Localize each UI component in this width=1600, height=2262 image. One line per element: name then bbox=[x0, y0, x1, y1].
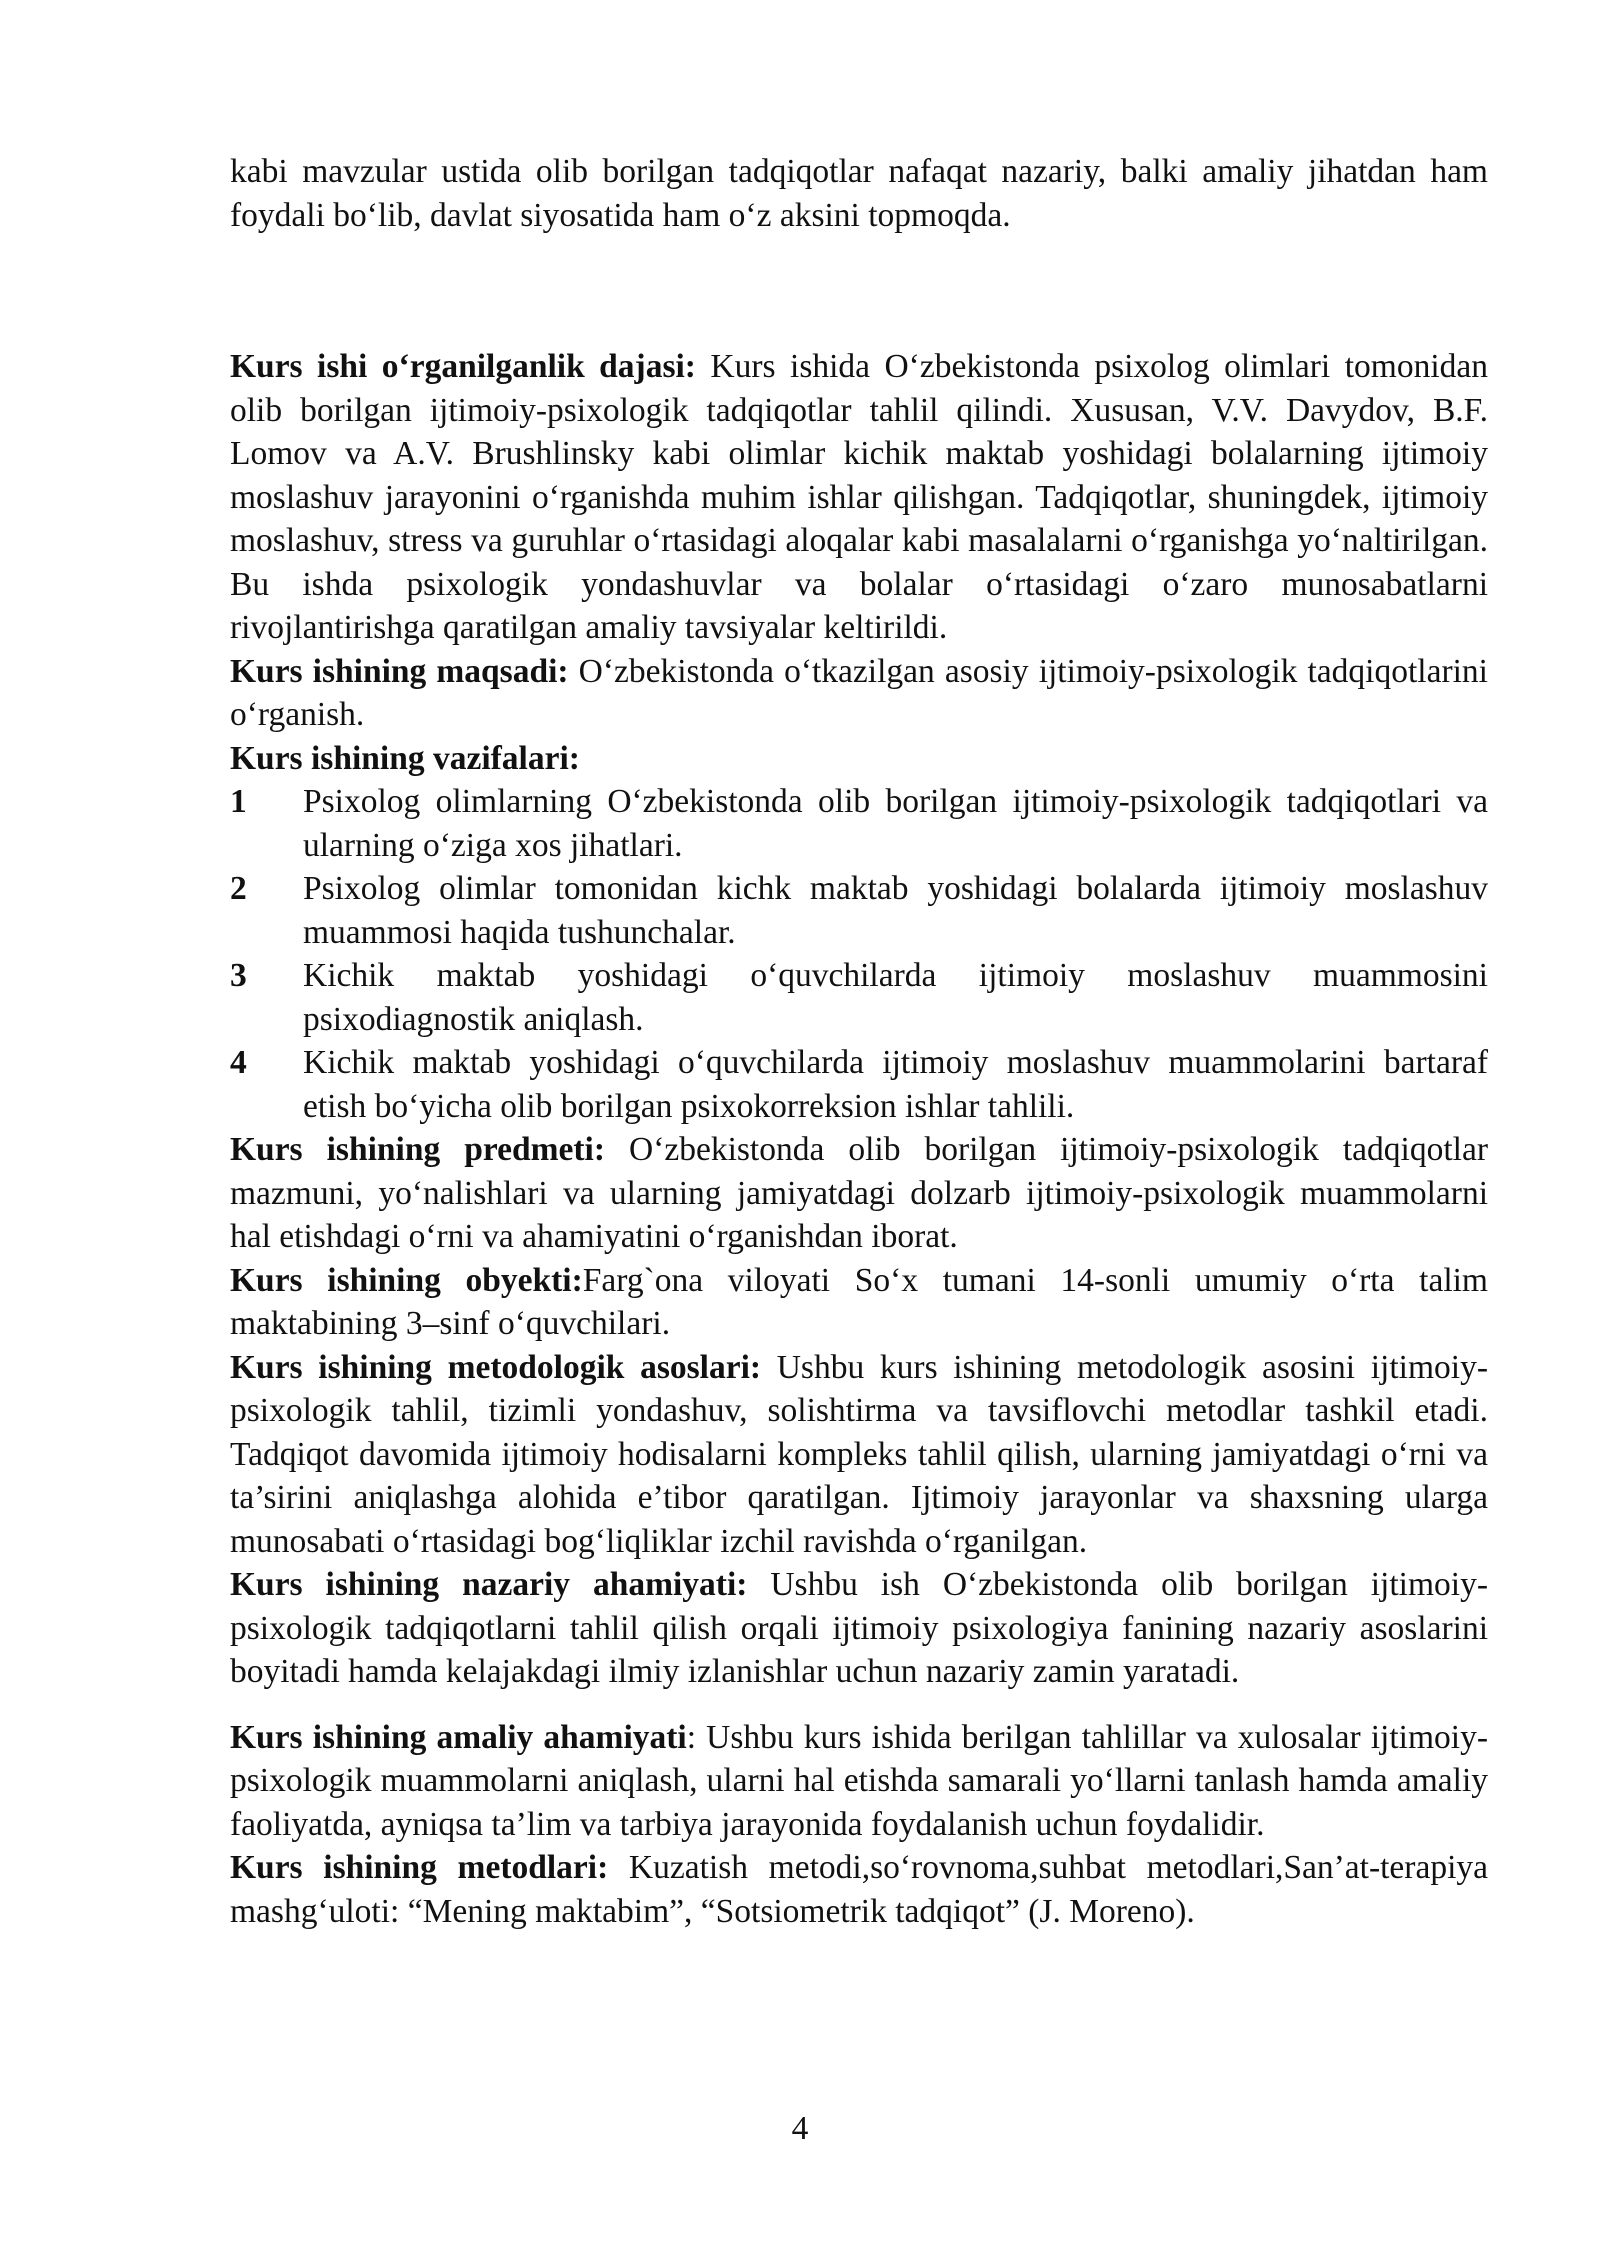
task-number: 3 bbox=[230, 957, 247, 994]
practical-significance-paragraph bbox=[230, 1716, 1488, 1847]
object-label: Kurs ishining obyekti: bbox=[230, 1261, 583, 1299]
task-text: Psixolog olimlar tomonidan kichk maktab yoshidagi bolalarda ijtimoiy moslashuv muammosi haqida tushunchalar. bbox=[303, 870, 1488, 951]
intro-paragraph: kabi mavzular ustida olib borilgan tadqiqotlar nafaqat nazariy, balki amaliy jihatdan ham foydali bo‘lib, davlat siyosatida ham o‘z aksini topmoqda. bbox=[230, 153, 1488, 234]
tasks-heading bbox=[230, 737, 1488, 781]
theoretical-significance-label: Kurs ishining nazariy ahamiyati: bbox=[230, 1566, 748, 1603]
task-item bbox=[230, 867, 1488, 954]
methodology-label: Kurs ishining metodologik asoslari: bbox=[230, 1348, 762, 1386]
goal-paragraph bbox=[230, 650, 1488, 737]
task-number: 2 bbox=[230, 870, 247, 907]
task-item bbox=[230, 780, 1488, 867]
subject-paragraph bbox=[230, 1128, 1488, 1259]
theoretical-significance-text: Ushbu ish O‘zbekistonda olib borilgan ijtimoiy-psixologik tadqiqotlarni tahlil qilish orqali ijtimoiy psixologiya fanining nazariy asoslarini boyitadi hamda kelajakdagi ilmiy izlanishlar uchun nazariy zamin yaratadi. bbox=[230, 1566, 1489, 1690]
methods-paragraph bbox=[230, 1846, 1488, 1933]
subject-label: Kurs ishining predmeti: bbox=[230, 1131, 605, 1168]
methods-label: Kurs ishining metodlari: bbox=[230, 1849, 609, 1886]
task-item bbox=[230, 1041, 1488, 1128]
methods-text: Kuzatish metodi,so‘rovnoma,suhbat metodlari,San’at-terapiya mashg‘uloti: “Mening maktabim”, “Sotsiometrik tadqiqot” (J. Moreno). bbox=[230, 1849, 1488, 1930]
goal-label: Kurs ishining maqsadi: bbox=[230, 652, 569, 690]
methodology-paragraph bbox=[230, 1346, 1488, 1564]
goal-text: O‘zbekistonda o‘tkazilgan asosiy ijtimoiy-psixologik tadqiqotlarini o‘rganish. bbox=[230, 652, 1488, 733]
theoretical-significance-paragraph bbox=[230, 1563, 1488, 1694]
task-item bbox=[230, 954, 1488, 1041]
task-number: 1 bbox=[230, 783, 247, 820]
study-level-text: Kurs ishida O‘zbekistonda psixolog olimlari tomonidan olib borilgan ijtimoiy-psixologik tadqiqotlar tahlil qilindi. Xususan, V.V. Davydov, B.F. Lomov va A.V. Brushlinsky kabi olimlar kichik maktab yoshidagi bolalarning ijtimoiy moslashuv jarayonini o‘rganishda muhim ishlar qilishgan. Tadqiqotlar, shuningdek, ijtimoiy moslashuv, stress va guruhlar o‘rtasidagi aloqalar kabi masalalarni o‘rganishga yo‘naltirilgan. Bu ishda psixologik yondashuvlar va bolalar o‘rtasidagi o‘zaro munosabatlarni rivojlantirishga qaratilgan amaliy tavsiyalar keltirildi. bbox=[230, 348, 1488, 646]
task-text: Kichik maktab yoshidagi o‘quvchilarda ijtimoiy moslashuv muammolarini bartaraf etish bo‘yicha olib borilgan psixokorreksion ishlar tahlili. bbox=[303, 1044, 1488, 1125]
study-level-paragraph bbox=[230, 345, 1488, 650]
practical-significance-text: : Ushbu kurs ishida berilgan tahlillar va xulosalar ijtimoiy-psixologik muammolarni aniqlash, ularni hal etishda samarali yo‘llarni tanlash hamda amaliy faoliyatda, ayniqsa ta’lim va tarbiya jarayonida foydalanish uchun foydalidir. bbox=[230, 1718, 1488, 1843]
practical-significance-label: Kurs ishining amaliy ahamiyati bbox=[230, 1718, 687, 1756]
study-level-label: Kurs ishi o‘rganilganlik dajasi: bbox=[230, 348, 696, 385]
subject-text: O‘zbekistonda olib borilgan ijtimoiy-psixologik tadqiqotlar mazmuni, yo‘nalishlari va ularning jamiyatdagi dolzarb ijtimoiy-psixologik muammolarni hal etishdagi o‘rni va ahamiyatini o‘rganishdan iborat. bbox=[230, 1131, 1488, 1255]
methodology-text: Ushbu kurs ishining metodologik asosini ijtimoiy-psixologik tahlil, tizimli yondashuv, solishtirma va tavsiflovchi metodlar tashkil etadi. Tadqiqot davomida ijtimoiy hodisalarni kompleks tahlil qilish, ularning jamiyatdagi o‘rni va ta’sirini aniqlashga alohida e’tibor qaratilgan. Ijtimoiy jarayonlar va shaxsning ularga munosabati o‘rtasidagi bog‘liqliklar izchil ravishda o‘rganilgan. bbox=[230, 1348, 1488, 1560]
object-text: Farg`ona viloyati So‘x tumani 14-sonli umumiy o‘rta talim maktabining 3–sinf o‘quvchilari. bbox=[230, 1261, 1488, 1342]
task-text: Psixolog olimlarning O‘zbekistonda olib borilgan ijtimoiy-psixologik tadqiqotlari va ularning o‘ziga xos jihatlari. bbox=[303, 783, 1488, 864]
page-number: 4 bbox=[791, 2110, 809, 2147]
task-text: Kichik maktab yoshidagi o‘quvchilarda ijtimoiy moslashuv muammosini psixodiagnostik aniqlash. bbox=[303, 957, 1488, 1038]
tasks-list bbox=[230, 780, 1488, 1128]
document-page bbox=[230, 150, 1488, 1933]
object-paragraph bbox=[230, 1259, 1488, 1346]
task-number: 4 bbox=[230, 1044, 247, 1081]
tasks-label: Kurs ishining vazifalari: bbox=[230, 739, 580, 777]
